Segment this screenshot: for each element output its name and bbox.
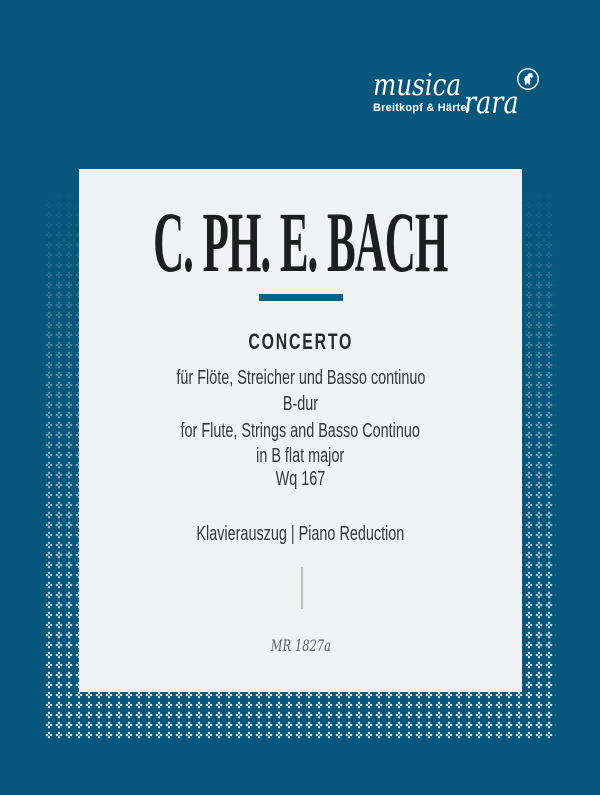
cover-panel	[79, 169, 522, 692]
musica-wordmark: musica	[373, 68, 462, 103]
instrumentation-en: for Flute, Strings and Basso Continuo	[180, 420, 421, 442]
divider-line	[301, 567, 303, 609]
composer-name-text: C. PH. E. BACH	[153, 194, 448, 290]
bear-emblem-icon	[515, 66, 541, 92]
publisher-name: Breitkopf & Härtel	[373, 102, 471, 114]
accent-rule	[259, 294, 343, 301]
work-title	[79, 329, 522, 355]
subtitle-german	[79, 365, 522, 417]
plate-number: MR 1827a	[270, 636, 331, 655]
subtitle-english	[79, 419, 522, 469]
instrumentation-de: für Flöte, Streicher und Basso continuo	[176, 367, 425, 389]
edition-note: Klavierauszug | Piano Reduction	[196, 523, 405, 545]
key-en: in B flat major	[256, 445, 345, 467]
publisher-logo	[0, 0, 600, 140]
composer-name	[79, 192, 522, 292]
catalog-number: Wq 167	[275, 468, 326, 490]
key-de: B-dur	[282, 393, 319, 415]
work-title-text: CONCERTO	[248, 329, 353, 354]
rara-wordmark: rara	[464, 85, 519, 121]
